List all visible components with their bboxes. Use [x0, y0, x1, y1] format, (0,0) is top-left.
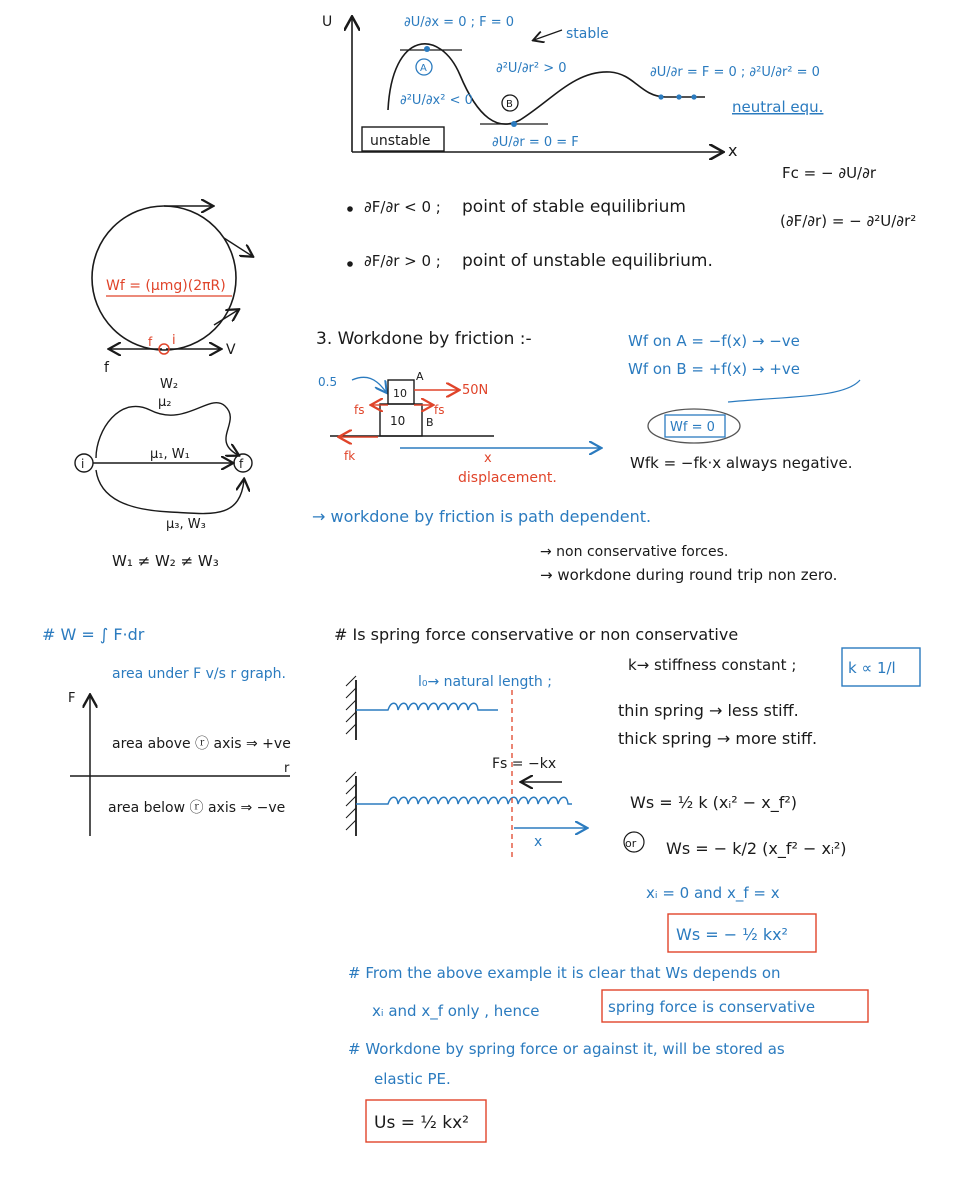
label-mu1-w1: μ₁, W₁ [150, 447, 190, 462]
label-unstable: unstable [370, 133, 431, 149]
label-v: V [226, 342, 236, 358]
neutral-dot-3 [691, 94, 696, 99]
conservative-statement: spring force is conservative [608, 998, 816, 1016]
label-fk: fk [344, 449, 356, 463]
point-a-label: A [420, 63, 427, 74]
circle-work-formula: Wf = (μmg)(2πR) [106, 278, 226, 294]
label-x: x [484, 451, 492, 466]
equilibrium-bullets [347, 197, 713, 271]
spring-natural [356, 703, 498, 710]
mu-pointer [352, 377, 386, 392]
label-mu: 0.5 [318, 375, 338, 389]
label-f: f [104, 360, 109, 376]
thin-spring-note: thin spring → less stiff. [618, 701, 799, 720]
bullet-dot [347, 261, 353, 267]
point-b-label: B [506, 99, 513, 110]
friction-section [312, 329, 860, 584]
neutral-dot-2 [676, 94, 681, 99]
label-d2u-positive: ∂²U/∂r² > 0 [496, 61, 567, 76]
non-conservative-1: → non conservative forces. [540, 544, 729, 560]
bullet-1-text: point of stable equilibrium [462, 197, 686, 217]
u-axis-label: U [322, 14, 333, 30]
wf-on-a: Wf on A = −f(x) → −ve [628, 332, 800, 350]
label-neutral-condition: ∂U/∂r = F = 0 ; ∂²U/∂r² = 0 [650, 65, 820, 80]
stable-arrow [534, 30, 562, 40]
block-a-mass: 10 [393, 387, 407, 400]
label-f-small: f [148, 335, 153, 349]
label-top-condition: ∂U/∂x = 0 ; F = 0 [404, 15, 515, 30]
fs-left: fs [354, 403, 365, 417]
area-below-note: area below ⓡ axis ⇒ −ve [108, 800, 286, 816]
friction-heading: 3. Workdone by friction :- [316, 329, 532, 349]
r-axis-label: r [284, 761, 290, 776]
ws-formula-2: Ws = − k/2 (x_f² − xᵢ²) [666, 839, 847, 858]
label-stable: stable [566, 26, 609, 42]
f-axis-label: F [68, 691, 76, 706]
label-mu2: μ₂ [158, 395, 172, 410]
ws-formula-1: Ws = ½ k (xᵢ² − x_f²) [630, 793, 797, 812]
potential-curve [388, 44, 705, 124]
label-mu3-w3: μ₃, W₃ [166, 517, 206, 532]
wall-2-hatch [346, 772, 356, 830]
stiffness-constant: k→ stiffness constant ; [628, 656, 797, 674]
or-label: or [625, 837, 637, 850]
bullet-2-text: point of unstable equilibrium. [462, 251, 713, 271]
conclusion-line-1: # From the above example it is clear that Ws depends on [348, 964, 781, 982]
label-d2u-negative: ∂²U/∂x² < 0 [400, 93, 473, 108]
bullet-2-condition: ∂F/∂r > 0 ; [364, 252, 441, 270]
area-above-note: area above ⓡ axis ⇒ +ve [112, 736, 291, 752]
fs-right: fs [434, 403, 445, 417]
us-formula: Us = ½ kx² [374, 1113, 469, 1133]
point-b-dot [511, 121, 517, 127]
initial-final-condition: xᵢ = 0 and x_f = x [646, 884, 780, 902]
stored-energy-line-1: # Workdone by spring force or against it, will be stored as [348, 1040, 785, 1058]
wf-on-b: Wf on B = +f(x) → +ve [628, 360, 800, 378]
brace-connector [728, 380, 860, 402]
path-dependence-diagram [75, 377, 252, 570]
label-b: B [426, 416, 434, 429]
label-i: i [172, 333, 176, 348]
neutral-dot-1 [658, 94, 663, 99]
x-axis-label: x [728, 141, 738, 160]
work-integral-section [42, 625, 291, 836]
stored-energy-line-2: elastic PE. [374, 1070, 451, 1088]
path-3 [96, 470, 244, 514]
potential-energy-graph [322, 14, 823, 160]
block-b-mass: 10 [390, 414, 406, 428]
wfk-formula: Wfk = −fk·x always negative. [630, 454, 853, 472]
extension-label: x [534, 834, 543, 850]
node-i-label: i [81, 457, 85, 471]
fc-formula: Fc = − ∂U/∂r [782, 164, 877, 182]
label-neutral: neutral equ. [732, 98, 824, 116]
path-dependent-statement: → workdone by friction is path dependent. [312, 507, 652, 526]
spring-stretched [356, 797, 572, 804]
applied-force: 50N [462, 383, 489, 398]
thick-spring-note: thick spring → more stiff. [618, 729, 818, 748]
circular-path-diagram [92, 206, 252, 376]
k-proportional: k ∝ 1/l [848, 659, 896, 677]
work-inequality: W₁ ≠ W₂ ≠ W₃ [112, 552, 219, 570]
ws-final: Ws = − ½ kx² [676, 925, 788, 944]
label-w2: W₂ [160, 377, 179, 392]
df-formula: (∂F/∂r) = − ∂²U/∂r² [780, 212, 917, 230]
bullet-1-condition: ∂F/∂r < 0 ; [364, 198, 441, 216]
spring-force: Fs = −kx [492, 756, 557, 772]
label-a: A [416, 370, 424, 383]
point-a-dot [424, 46, 430, 52]
velocity-arrow-lower [214, 310, 238, 325]
spring-heading: # Is spring force conservative or non conservative [334, 625, 739, 644]
wf-zero: Wf = 0 [670, 420, 715, 435]
work-area-note: area under F v/s r graph. [112, 666, 287, 682]
node-f-label: f [239, 457, 244, 471]
work-integral-formula: # W = ∫ F·dr [42, 625, 145, 644]
wall-1-hatch [346, 676, 356, 734]
label-bottom-condition: ∂U/∂r = 0 = F [492, 135, 579, 150]
natural-length: l₀→ natural length ; [418, 674, 552, 690]
conclusion-line-2: xᵢ and x_f only , hence [372, 1002, 540, 1020]
non-conservative-2: → workdone during round trip non zero. [540, 566, 838, 584]
label-displacement: displacement. [458, 470, 557, 486]
bullet-dot [347, 206, 353, 212]
spring-section [334, 625, 920, 1142]
